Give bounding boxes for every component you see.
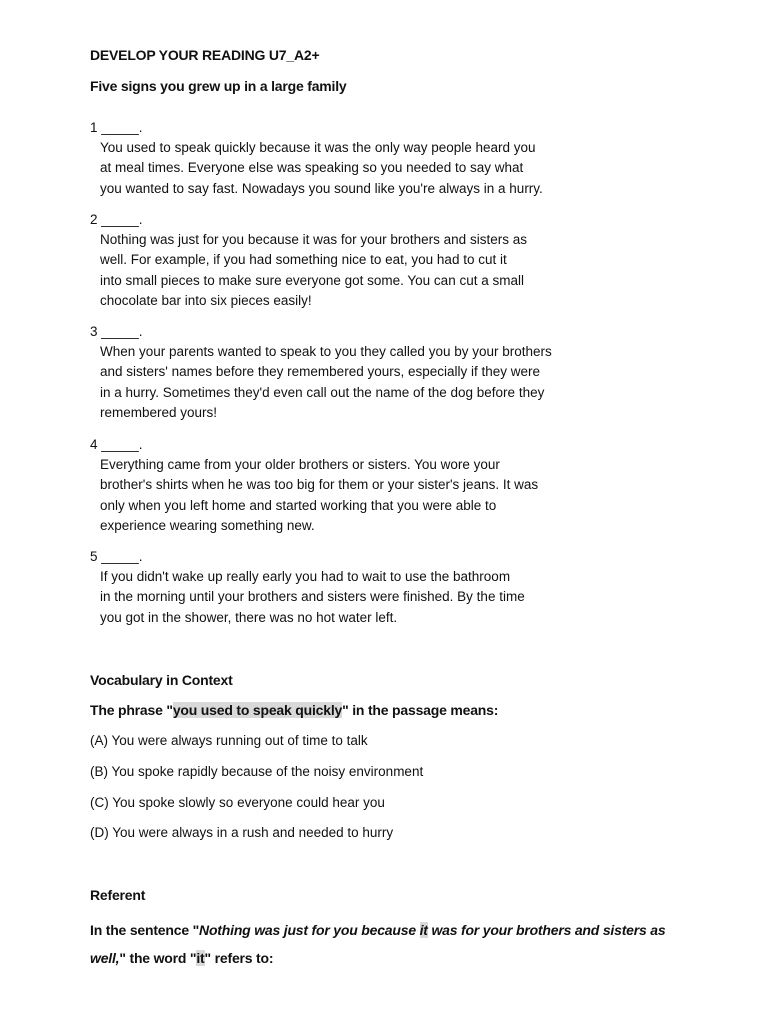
item-number: 1 _____. <box>90 120 143 135</box>
item-text: Nothing was just for you because it was for your brothers and sisters as well. For example, if you had something nice to eat, you had to cut it into small pieces to make sure everyone got some. You can cut a small chocolate bar into six pieces easily! <box>100 232 527 309</box>
question-suffix: " in the passage means: <box>342 702 499 718</box>
sentence-prefix: In the sentence " <box>90 922 200 938</box>
item-text: When your parents wanted to speak to you they called you by your brothers and sisters' names before they remembered yours, especially if they were in a hurry. Sometimes they'd even call out the name of the dog before they remembered yours! <box>100 344 552 421</box>
referent-question <box>90 916 670 972</box>
quote-part-1: Nothing was just for you because <box>199 922 420 938</box>
sentence-suffix: " refers to: <box>204 950 274 966</box>
option-c: (C) You spoke slowly so everyone could hear you <box>90 795 385 810</box>
item-number: 2 _____. <box>90 212 143 227</box>
document-title: DEVELOP YOUR READING U7_A2+ <box>90 47 320 63</box>
referent-heading: Referent <box>90 887 146 903</box>
item-text: If you didn't wake up really early you had to wait to use the bathroom in the morning until your brothers and sisters were finished. By the time you got in the shower, there was no hot water left. <box>100 569 525 625</box>
item-number: 4 _____. <box>90 437 143 452</box>
reading-item-3 <box>90 323 690 424</box>
reading-item-4 <box>90 436 690 537</box>
item-number: 3 _____. <box>90 324 143 339</box>
highlighted-phrase: you used to speak quickly <box>172 702 343 718</box>
option-d: (D) You were always in a rush and needed to hurry <box>90 825 394 840</box>
item-number: 5 _____. <box>90 549 143 564</box>
option-b: (B) You spoke rapidly because of the noisy environment <box>90 764 424 779</box>
reading-item-2 <box>90 211 690 312</box>
document-subtitle: Five signs you grew up in a large family <box>90 78 347 94</box>
option-a: (A) You were always running out of time to talk <box>90 733 368 748</box>
reading-item-1 <box>90 119 690 199</box>
highlighted-word-2: it <box>196 950 205 966</box>
highlighted-word: it <box>419 922 428 938</box>
vocabulary-question <box>90 700 498 720</box>
sentence-middle: " the word " <box>119 950 197 966</box>
vocabulary-heading: Vocabulary in Context <box>90 672 233 688</box>
item-text: Everything came from your older brothers or sisters. You wore your brother's shirts when he was too big for them or your sister's jeans. It was only when you left home and started working that you were able to experience wearing something new. <box>100 457 539 534</box>
item-text: You used to speak quickly because it was the only way people heard you at meal times. Everyone else was speaking so you needed to say what you wanted to say fast. Nowadays you sound like you're always in a hurry. <box>100 140 543 196</box>
reading-item-5 <box>90 548 690 628</box>
quote-part-2: was for your brothers and sisters as well, <box>90 922 666 966</box>
question-prefix: The phrase " <box>90 702 173 718</box>
